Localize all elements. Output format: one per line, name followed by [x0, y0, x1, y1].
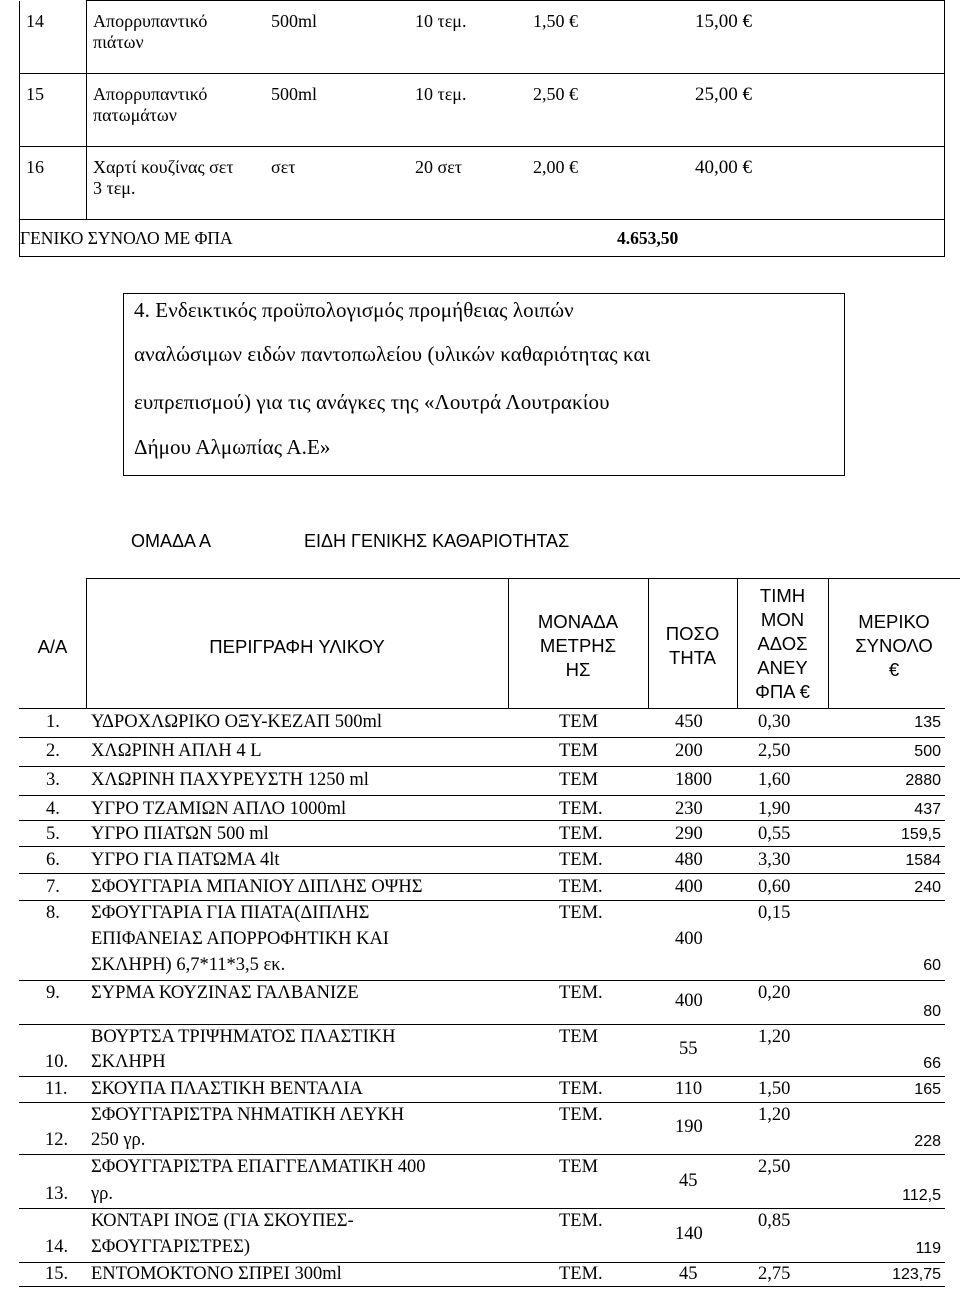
item-price: 2,50 €: [527, 74, 693, 147]
item-price: 1,20: [758, 1105, 791, 1125]
item-total: 159,5: [900, 826, 941, 843]
item-quantity: 140: [675, 1224, 703, 1244]
item-total: 25,00 €: [693, 74, 945, 147]
item-number: 11.: [45, 1079, 68, 1099]
item-quantity: 45: [679, 1171, 698, 1191]
item-description: γρ.: [91, 1184, 114, 1204]
item-description: ΕΝΤΟΜΟΚΤΟΝΟ ΣΠΡΕΙ 300ml: [91, 1264, 342, 1284]
item-description: Χαρτί κουζίνας σετ 3 τεμ.: [87, 147, 266, 220]
item-description: ΣΚΟΥΠΑ ΠΛΑΣΤΙΚΗ ΒΕΝΤΑΛΙΑ: [91, 1079, 363, 1099]
item-quantity: 10 τεμ.: [409, 1, 527, 74]
item-number: 8.: [46, 903, 60, 923]
header-unit: ΜΟΝΑΔΑ ΜΕΤΡΗΣ ΗΣ: [537, 611, 619, 680]
item-description: ΣΚΛΗΡΗ) 6,7*11*3,5 εκ.: [91, 955, 286, 975]
item-unit: ΤΕΜ.: [559, 1105, 603, 1125]
section-title-box: [123, 293, 845, 476]
item-total: 60: [923, 957, 941, 974]
header-unit-price: ΤΙΜΗ ΜΟΝ ΑΔΟΣ ΑΝΕΥ ΦΠΑ €: [755, 585, 810, 702]
item-price: 2,00 €: [527, 147, 693, 220]
item-price: 1,60: [758, 770, 791, 790]
item-total: 135: [914, 714, 941, 731]
item-number: 3.: [46, 770, 60, 790]
table-row: [19, 1076, 945, 1103]
item-unit: ΤΕΜ: [559, 712, 599, 732]
item-quantity: 1800: [675, 770, 712, 790]
item-unit: ΤΕΜ.: [559, 799, 603, 819]
item-unit: ΤΕΜ: [559, 1027, 599, 1047]
table-row: [19, 980, 945, 1025]
item-description: ΧΛΩΡΙΝΗ ΠΑΧΥΡΕΥΣΤΗ 1250 ml: [91, 770, 369, 790]
item-price: 0,85: [758, 1211, 791, 1231]
table-row: [20, 147, 945, 220]
item-price: 3,30: [758, 850, 791, 870]
item-description: ΣΦΟΥΓΓΑΡΙΣΤΡΕΣ): [91, 1237, 251, 1257]
item-description: ΥΔΡΟΧΛΩΡΙΚΟ ΟΞΥ-ΚΕΖΑΠ 500ml: [91, 712, 382, 732]
item-description: ΚΟΝΤΑΡΙ ΙΝΟΞ (ΓΙΑ ΣΚΟΥΠΕΣ-: [91, 1211, 354, 1231]
item-description: ΣΦΟΥΓΓΑΡΙΣΤΡΑ ΕΠΑΓΓΕΛΜΑΤΙΚΗ 400: [91, 1157, 426, 1177]
item-description: ΧΛΩΡΙΝΗ ΑΠΛΗ 4 L: [91, 741, 262, 761]
item-quantity: 450: [675, 712, 703, 732]
table-row: [19, 900, 945, 981]
table-row: [19, 1154, 945, 1209]
item-number: 15.: [45, 1264, 69, 1284]
item-total: 15,00 €: [693, 1, 945, 74]
table-row: [19, 1102, 945, 1155]
item-quantity: 230: [675, 799, 703, 819]
item-total: 240: [914, 879, 941, 896]
item-unit: ΤΕΜ: [559, 770, 599, 790]
table-row: [19, 708, 945, 737]
table-row: [19, 846, 945, 875]
table-row: [19, 1024, 945, 1077]
item-number: 12.: [45, 1130, 69, 1150]
item-description: ΥΓΡΟ ΤΖΑΜΙΩΝ ΑΠΛΟ 1000ml: [91, 799, 347, 819]
item-description: Απορρυπαντικό πιάτων: [87, 1, 266, 74]
item-total: 40,00 €: [693, 147, 945, 220]
item-price: 0,55: [758, 824, 791, 844]
group-label: ΟΜΑΔΑ Α: [131, 531, 212, 551]
item-quantity: 190: [675, 1117, 703, 1137]
table-row: [19, 873, 945, 902]
item-unit: ΤΕΜ.: [559, 903, 603, 923]
item-description: ΣΦΟΥΓΓΑΡΙΣΤΡΑ ΝΗΜΑΤΙΚΗ ΛΕΥΚΗ: [91, 1105, 405, 1125]
item-price: 0,15: [758, 903, 791, 923]
item-unit: ΤΕΜ.: [559, 1264, 603, 1284]
item-price: 2,50: [758, 1157, 791, 1177]
section-title-line: Δήμου Αλμωπίας Α.Ε»: [134, 435, 331, 459]
item-number: 6.: [46, 850, 60, 870]
item-total: 228: [914, 1133, 941, 1150]
item-quantity: 400: [675, 929, 703, 949]
table-row: [20, 74, 945, 147]
header-subtotal: ΜΕΡΙΚΟ ΣΥΝΟΛΟ €: [855, 611, 933, 680]
table-row: [19, 737, 945, 766]
item-description: ΣΥΡΜΑ ΚΟΥΖΙΝΑΣ ΓΑΛΒΑΝΙΖΕ: [91, 983, 359, 1003]
section-title-line: ευπρεπισμού) για τις ανάγκες της «Λουτρά Λουτρακίου: [134, 390, 610, 414]
item-total: 165: [914, 1081, 941, 1098]
item-number: 5.: [46, 824, 60, 844]
item-description: ΒΟΥΡΤΣΑ ΤΡΙΨΗΜΑΤΟΣ ΠΛΑΣΤΙΚΗ: [91, 1027, 396, 1047]
item-price: 0,30: [758, 712, 791, 732]
item-price: 2,50: [758, 741, 791, 761]
item-unit: ΤΕΜ.: [559, 824, 603, 844]
section-title-line: 4. Ενδεικτικός προϋπολογισμός προμήθειας λοιπών: [134, 298, 574, 322]
item-quantity: 45: [679, 1264, 698, 1284]
grand-total-row: [20, 220, 945, 257]
item-description: ΕΠΙΦΑΝΕΙΑΣ ΑΠΟΡΡΟΦΗΤΙΚΗ ΚΑΙ: [91, 929, 389, 949]
item-total: 80: [923, 1003, 941, 1020]
section-title-line: αναλώσιμων ειδών παντοπωλείου (υλικών καθαριότητας και: [134, 342, 651, 366]
item-number: 7.: [46, 877, 60, 897]
item-unit: σετ: [265, 147, 409, 220]
item-description: ΥΓΡΟ ΠΙΑΤΩΝ 500 ml: [91, 824, 269, 844]
item-number: 16: [20, 147, 87, 220]
table-bottom-border: [19, 1286, 945, 1287]
header-aa: Α/Α: [37, 636, 68, 657]
item-description: Απορρυπαντικό πατωμάτων: [87, 74, 266, 147]
item-quantity: 400: [675, 877, 703, 897]
item-unit: ΤΕΜ.: [559, 850, 603, 870]
item-number: 14.: [45, 1237, 69, 1257]
item-description: ΣΦΟΥΓΓΑΡΙΑ ΓΙΑ ΠΙΑΤΑ(ΔΙΠΛΗΣ: [91, 903, 370, 923]
group-name: ΕΙΔΗ ΓΕΝΙΚΗΣ ΚΑΘΑΡΙΟΤΗΤΑΣ: [304, 531, 570, 551]
item-description: ΣΚΛΗΡΗ: [91, 1052, 166, 1072]
item-quantity: 110: [675, 1079, 703, 1099]
item-number: 10.: [45, 1052, 69, 1072]
item-unit: ΤΕΜ: [559, 741, 599, 761]
item-price: 1,50: [758, 1079, 791, 1099]
item-unit: ΤΕΜ.: [559, 1079, 603, 1099]
item-unit: ΤΕΜ.: [559, 983, 603, 1003]
grand-total-label: ΓΕΝΙΚΟ ΣΥΝΟΛΟ ΜΕ ΦΠΑ: [20, 220, 528, 257]
item-total: 112,5: [902, 1187, 941, 1204]
table-row: [19, 1208, 945, 1263]
item-total: 66: [923, 1055, 941, 1072]
item-price: 1,90: [758, 799, 791, 819]
table-row: [19, 1262, 945, 1287]
header-quantity: ΠΟΣΟ ΤΗΤΑ: [665, 623, 720, 668]
item-quantity: 10 τεμ.: [409, 74, 527, 147]
item-total: 123,75: [892, 1266, 941, 1283]
item-description: ΥΓΡΟ ΓΙΑ ΠΑΤΩΜΑ 4lt: [91, 850, 280, 870]
item-price: 0,20: [758, 983, 791, 1003]
item-number: 9.: [46, 983, 60, 1003]
table-row: [19, 820, 945, 849]
item-quantity: 480: [675, 850, 703, 870]
item-total: 437: [914, 801, 941, 818]
item-quantity: 290: [675, 824, 703, 844]
item-price: 1,20: [758, 1027, 791, 1047]
item-number: 14: [20, 1, 87, 74]
top-items-table: [19, 0, 945, 257]
item-description: ΣΦΟΥΓΓΑΡΙΑ ΜΠΑΝΙΟΥ ΔΙΠΛΗΣ ΟΨΗΣ: [91, 877, 423, 897]
item-unit: 500ml: [265, 1, 409, 74]
item-number: 2.: [46, 741, 60, 761]
item-number: 13.: [45, 1184, 69, 1204]
item-quantity: 20 σετ: [409, 147, 527, 220]
item-unit: 500ml: [265, 74, 409, 147]
item-number: 4.: [46, 799, 60, 819]
grand-total-value: 4.653,50: [527, 220, 945, 257]
item-price: 0,60: [758, 877, 791, 897]
table-row: [19, 766, 945, 795]
item-total: 2880: [905, 772, 941, 789]
item-number: 1.: [46, 712, 60, 732]
item-quantity: 400: [675, 991, 703, 1011]
item-price: 1,50 €: [527, 1, 693, 74]
item-unit: ΤΕΜ.: [559, 877, 603, 897]
item-total: 500: [914, 743, 941, 760]
item-quantity: 200: [675, 741, 703, 761]
item-number: 15: [20, 74, 87, 147]
table-row: [20, 1, 945, 74]
item-total: 119: [915, 1240, 941, 1257]
item-price: 2,75: [758, 1264, 791, 1284]
item-description: 250 γρ.: [91, 1130, 146, 1150]
item-quantity: 55: [679, 1039, 698, 1059]
header-description: ΠΕΡΙΓΡΑΦΗ ΥΛΙΚΟΥ: [209, 636, 385, 657]
item-unit: ΤΕΜ: [559, 1157, 599, 1177]
item-total: 1584: [905, 852, 941, 869]
item-unit: ΤΕΜ.: [559, 1211, 603, 1231]
